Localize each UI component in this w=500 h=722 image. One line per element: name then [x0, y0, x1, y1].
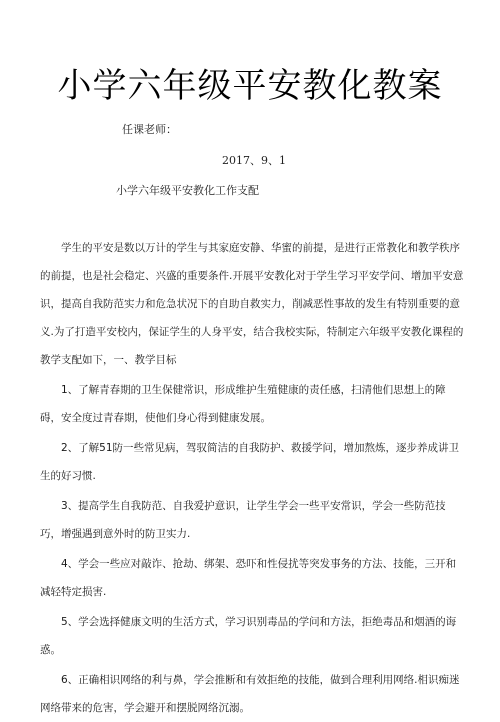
objective-item-2: 2、了解51防一些常见病，驾驭简洁的自我防护、救援学问，增加熬炼，逐步养成讲卫生的好习惯. [40, 442, 460, 482]
teacher-label: 任课老师： [122, 123, 177, 136]
objective-item-1: 1、了解青春期的卫生保健常识，形成维护生殖健康的责任感，扫清他们思想上的障碍，安全度过青春期，使他们身心得到健康发展。 [40, 384, 446, 424]
document-title: 小学六年级平安教化教案 [57, 66, 443, 106]
objective-item-5: 5、学会选择健康文明的生活方式，学习识别毒品的学问和方法，拒绝毒品和烟酒的诲惑。 [40, 616, 457, 656]
document-date: 2017、9、1 [222, 154, 286, 167]
document-body [40, 234, 464, 722]
objective-item-4: 4、学会一些应对敲诈、抢劫、绑架、恐吓和性侵扰等突发事务的方法、技能，三开和减轻特定损害. [40, 558, 457, 598]
document-subtitle: 小学六年级平安教化工作支配 [116, 184, 259, 197]
intro-paragraph: 学生的平安是数以万计的学生与其家庭安静、华蜜的前提，是进行正常教化和教学秩序的前提，也是社会稳定、兴盛的重要条件.开展平安教化对于学生学习平安学问、增加平安意识，提高自我防范实力和危急状况下的自助自救实力，削减恶性事故的发生有特别重要的意义.为了打造平安校内，保证学生的人身平安，结合我校实际，特制定六年级平安教化课程的教学支配如下，一、教学目标 [40, 242, 464, 366]
objective-item-3: 3、提高学生自我防范、自我爱护意识，让学生学会一些平安常识，学会一些防范技巧，增强遇到意外时的防卫实力. [40, 500, 446, 540]
objective-item-6: 6、正确相识网络的利与鼻，学会推断和有效拒绝的技能，做到合理利用网络.相识痴迷网络带来的危害，学会避开和摆脱网络沉溺。 [40, 674, 460, 714]
